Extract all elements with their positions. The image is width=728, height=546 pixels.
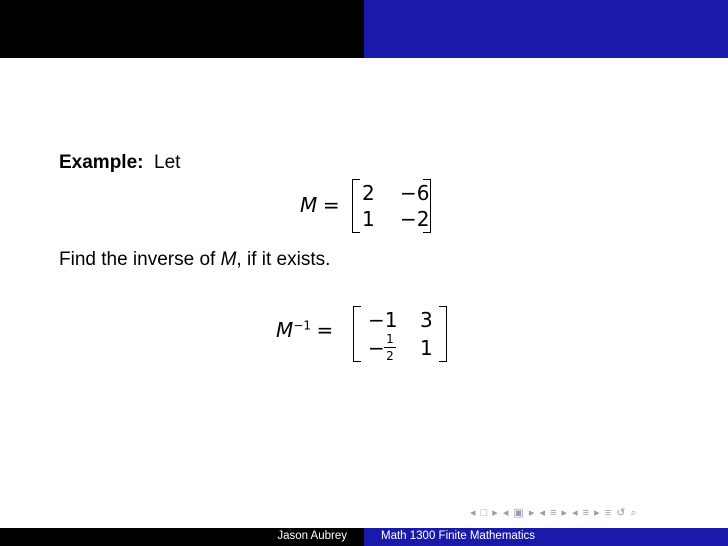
inverse-fraction: [384, 332, 396, 363]
navigation-symbols[interactable]: ◂ □ ▸ ◂ ▣ ▸ ◂ ≡ ▸ ◂ ≡ ▸ ≡ ↺ ⌕: [470, 507, 638, 519]
inverse-cell: 3: [420, 308, 433, 332]
header-right-panel: [364, 0, 728, 58]
inverse-cell-sign: −: [368, 336, 385, 360]
equals-sign: =: [316, 318, 334, 342]
header-bar: [0, 0, 728, 58]
footer-course: Math 1300 Finite Mathematics: [381, 530, 536, 542]
example-text: Let: [154, 152, 181, 173]
inverse-cell: 1: [420, 336, 433, 360]
example-heading: [59, 152, 180, 174]
inverse-symbol: M: [276, 318, 294, 342]
inverse-cell: −1: [368, 308, 398, 332]
footer-left-panel: [0, 528, 364, 546]
matrix-m-cell: 1: [362, 207, 375, 231]
matrix-m-cell: 2: [362, 181, 375, 205]
left-bracket: [352, 179, 360, 233]
header-left-panel: [0, 0, 364, 58]
inverse-exponent: −1: [293, 318, 311, 333]
matrix-m-symbol: M: [300, 193, 318, 217]
matrix-m-cell: −2: [400, 207, 430, 231]
fraction-numerator: 1: [386, 332, 394, 346]
equals-sign: =: [322, 193, 340, 217]
footer-right-panel: [364, 528, 728, 546]
right-bracket: [439, 306, 447, 362]
matrix-m-cell: −6: [400, 181, 430, 205]
fraction-denominator: 2: [386, 349, 394, 363]
example-label: Example:: [59, 152, 144, 173]
left-bracket: [353, 306, 361, 362]
instruction-variable: M: [220, 249, 237, 270]
instruction-suffix: , if it exists.: [236, 249, 331, 270]
fraction-bar: [384, 347, 396, 348]
instruction-prefix: Find the inverse of: [59, 249, 221, 270]
instruction-text: [59, 249, 330, 271]
footer-author: Jason Aubrey: [277, 530, 347, 542]
right-bracket: [423, 179, 431, 233]
